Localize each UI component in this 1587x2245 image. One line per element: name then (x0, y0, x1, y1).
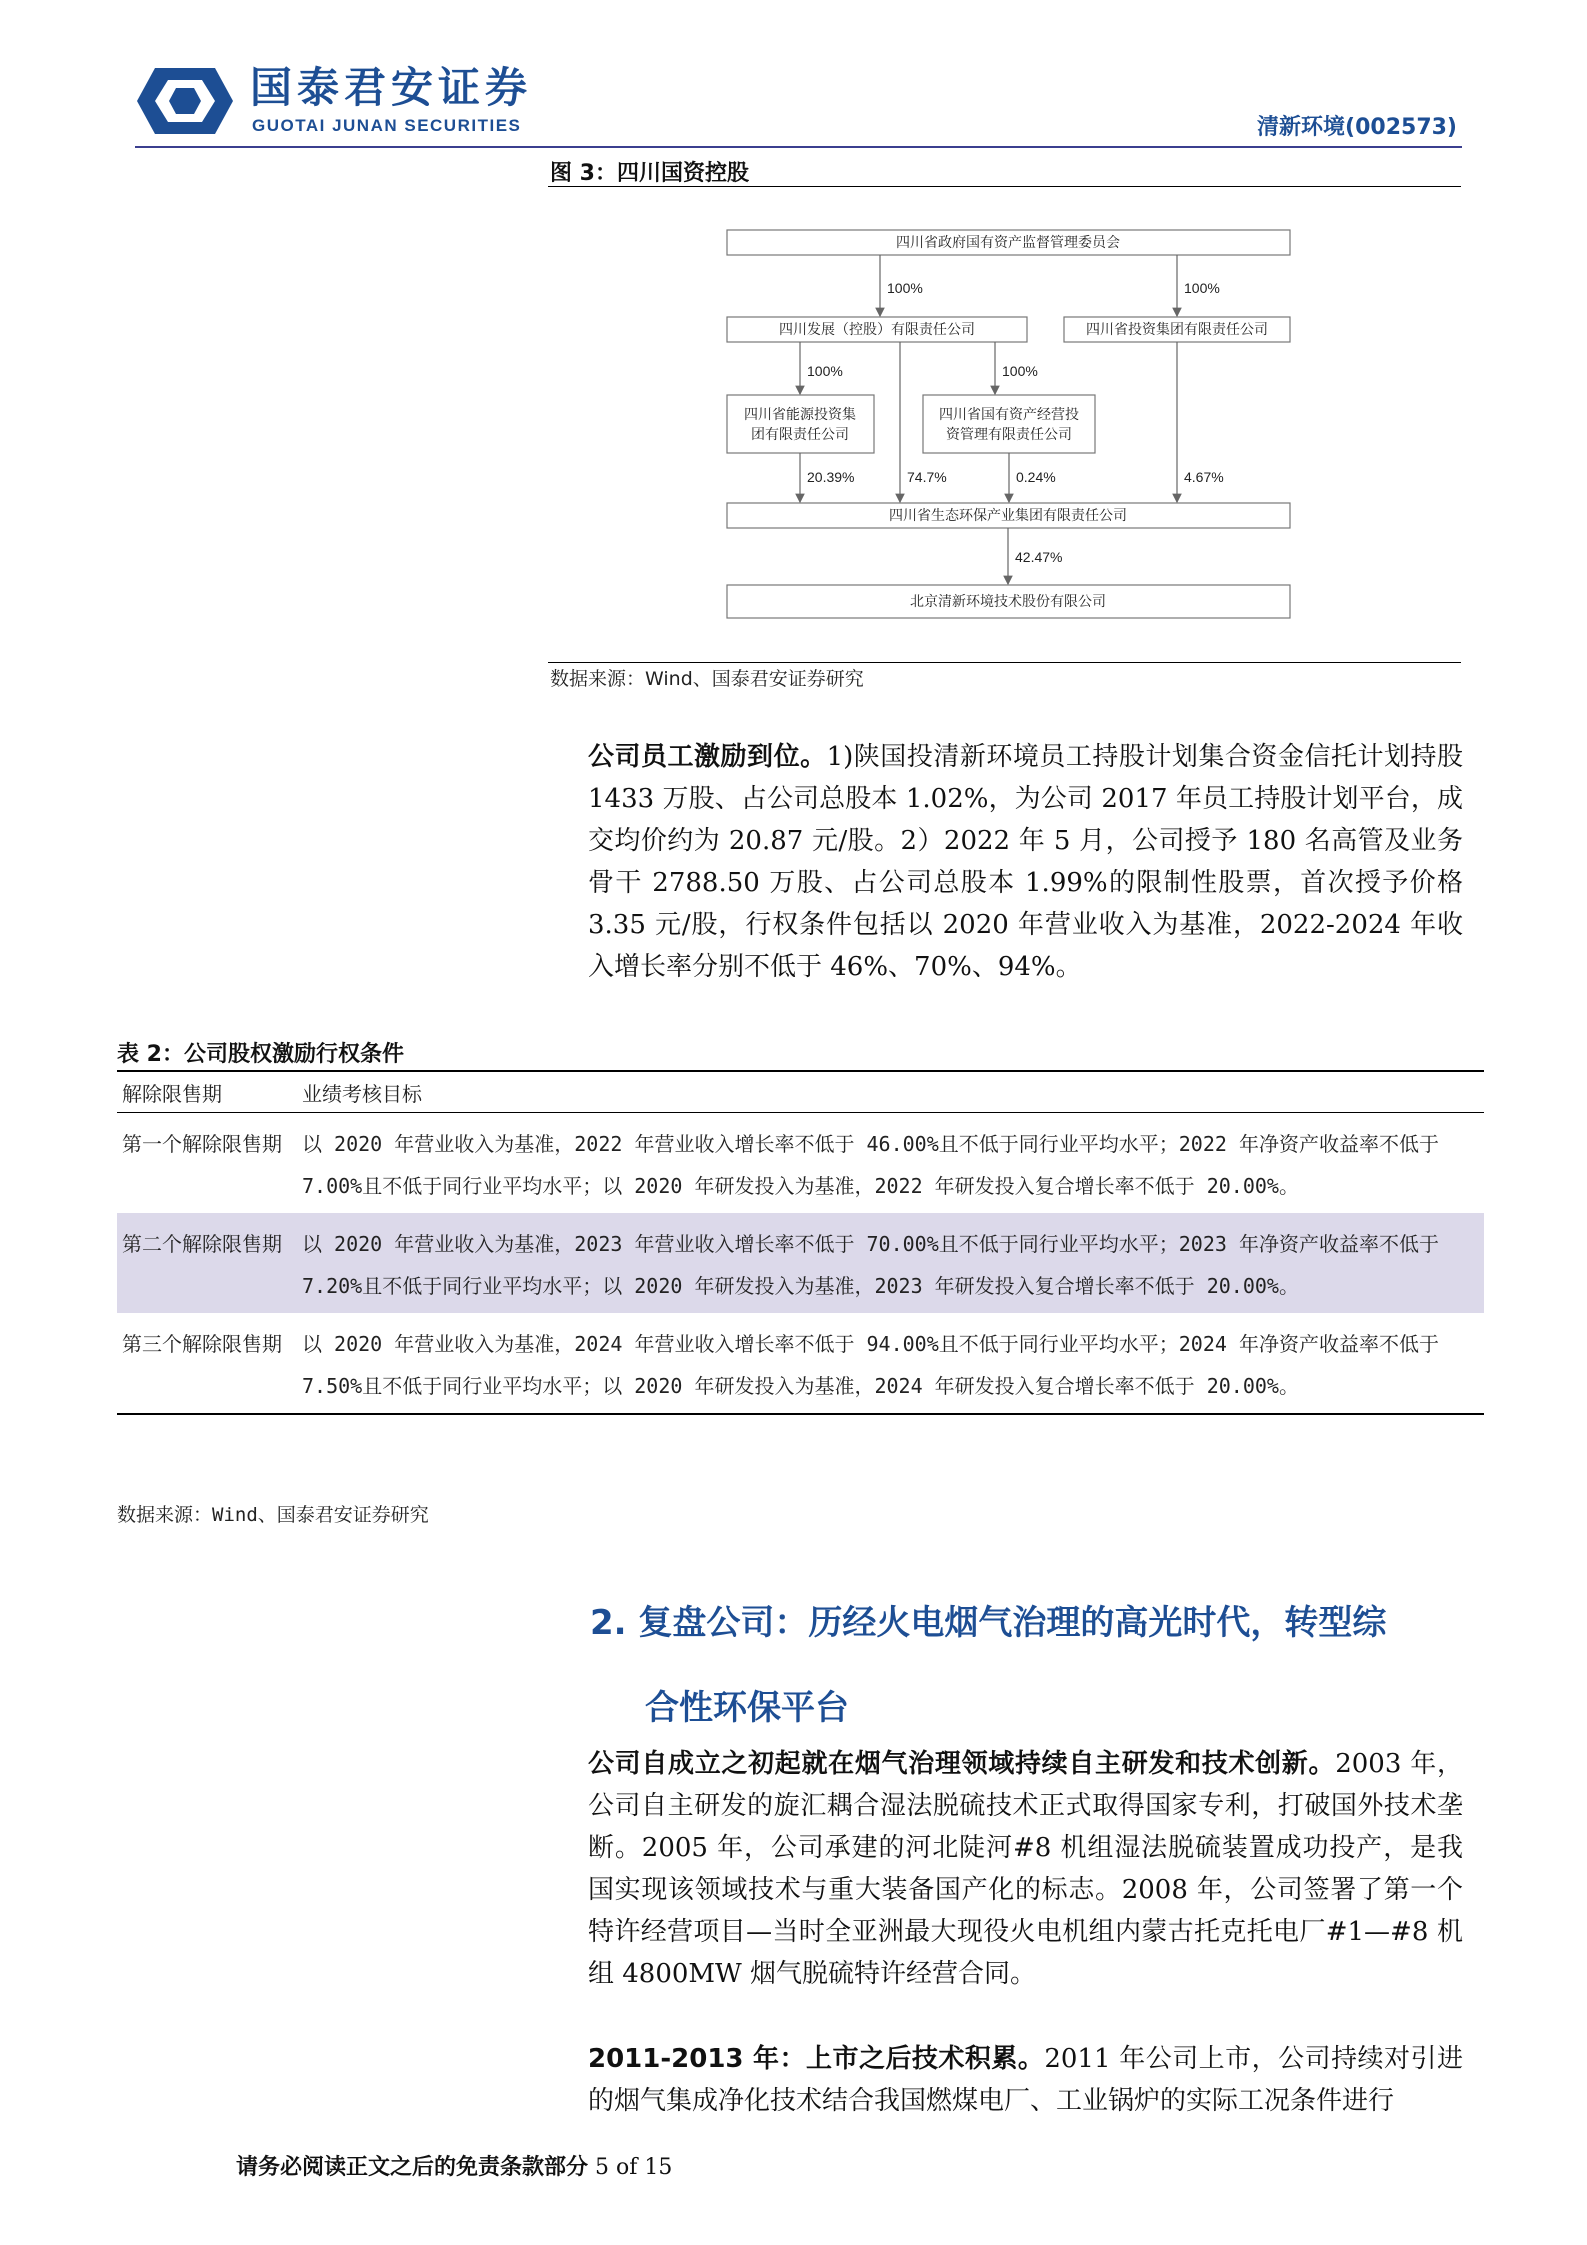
section-heading-line-2: 合性环保平台 (645, 1688, 849, 1728)
node-shengtai-label: 四川省生态环保产业集团有限责任公司 (889, 508, 1127, 524)
node-sasac-label: 四川省政府国有资产监督管理委员会 (896, 235, 1120, 251)
node-nengyuan (727, 395, 874, 453)
paragraph-body: 1)陕国投清新环境员工持股计划集合资金信托计划持股 1433 万股、占公司总股本 1.02%，为公司 2017 年员工持股计划平台，成交均价约为 20.87 元/股。2）2022 年 5 月，公司授予 180 名高管及业务骨干 2788.50 万股、占公司总股本 1.99%的限制性股票，首次授予价格 3.35 元/股，行权条件包括以 2020 年营业收入为基准，2022-2024 年收入增长率分别不低于 46%、70%、94%。 (588, 742, 1463, 982)
node-jingying-label-2: 资管理有限责任公司 (946, 427, 1072, 443)
pct-touzi-shengtai: 4.67% (1184, 469, 1224, 485)
header-rule (135, 146, 1462, 148)
figure-source: 数据来源：Wind、国泰君安证券研究 (550, 668, 864, 690)
ownership-diagram (720, 220, 1300, 640)
paragraph-2011-2013 (588, 2038, 1463, 2122)
table-cell-target: 以 2020 年营业收入为基准，2022 年营业收入增长率不低于 46.00%且不低于同行业平均水平；2022 年净资产收益率不低于 7.00%且不低于同行业平均水平；以 2020 年研发投入为基准，2022 年研发投入复合增长率不低于 20.00%。 (302, 1132, 1439, 1198)
table-cell-period: 第三个解除限售期 (117, 1313, 297, 1414)
pct-jingying-shengtai: 0.24% (1016, 469, 1056, 485)
table-header-period: 解除限售期 (117, 1071, 297, 1113)
table-cell-target: 以 2020 年营业收入为基准，2024 年营业收入增长率不低于 94.00%且不低于同行业平均水平；2024 年净资产收益率不低于 7.50%且不低于同行业平均水平；以 2020 年研发投入为基准，2024 年研发投入复合增长率不低于 20.00%。 (297, 1313, 1484, 1414)
pct-fazhan-nengyuan: 100% (807, 363, 843, 379)
node-qingxin-label: 北京清新环境技术股份有限公司 (910, 594, 1106, 610)
paragraph-employee-incentive (588, 736, 1463, 988)
pct-nengyuan-shengtai: 20.39% (807, 469, 855, 485)
node-nengyuan-label-1: 四川省能源投资集 (744, 407, 856, 423)
node-fazhan-label: 四川发展（控股）有限责任公司 (779, 322, 975, 338)
node-jingying (923, 395, 1095, 453)
pct-sasac-touzi: 100% (1184, 280, 1220, 296)
table-header-row (117, 1071, 1484, 1113)
page-number: 5 of 15 (595, 2155, 673, 2180)
pct-shengtai-qingxin: 42.47% (1015, 549, 1063, 565)
table-cell-period: 第一个解除限售期 (122, 1132, 282, 1156)
node-touzi-label: 四川省投资集团有限责任公司 (1086, 322, 1268, 338)
figure-top-rule (548, 186, 1461, 187)
logo-icon (135, 66, 235, 136)
paragraph-lead: 公司自成立之初起就在烟气治理领域持续自主研发和技术创新。 (588, 1749, 1336, 1779)
node-nengyuan-label-2: 团有限责任公司 (751, 427, 849, 443)
table-row (117, 1113, 1484, 1214)
table-cell-period: 第二个解除限售期 (117, 1213, 297, 1313)
section-heading-line-1: 2. 复盘公司：历经火电烟气治理的高光时代，转型综 (590, 1603, 1387, 1643)
paragraph-body: 2011 年公司上市，公司持续对引进的烟气集成净化技术结合我国燃煤电厂、工业锅炉的实际工况条件进行 (588, 2044, 1463, 2116)
logo-text-en: GUOTAI JUNAN SECURITIES (252, 116, 522, 135)
table-title: 表 2：公司股权激励行权条件 (117, 1042, 404, 1067)
paragraph-body: 2003 年，公司自主研发的旋汇耦合湿法脱硫技术正式取得国家专利，打破国外技术垄断。2005 年，公司承建的河北陡河#8 机组湿法脱硫装置成功投产，是我国实现该领域技术与重大装备国产化的标志。2008 年，公司签署了第一个特许经营项目—当时全亚洲最大现役火电机组内蒙古托克托电厂#1—#8 机组 4800MW 烟气脱硫特许经营合同。 (588, 1749, 1463, 1989)
company-code: 清新环境(002573) (1257, 115, 1457, 140)
table-cell-target: 以 2020 年营业收入为基准，2023 年营业收入增长率不低于 70.00%且不低于同行业平均水平；2023 年净资产收益率不低于 7.20%且不低于同行业平均水平；以 2020 年研发投入为基准，2023 年研发投入复合增长率不低于 20.00%。 (297, 1213, 1484, 1313)
table-source: 数据来源：Wind、国泰君安证券研究 (117, 1504, 429, 1526)
pct-sasac-fazhan: 100% (887, 280, 923, 296)
node-jingying-label-1: 四川省国有资产经营投 (939, 407, 1079, 423)
table-row (117, 1313, 1484, 1414)
incentive-table (117, 1070, 1484, 1415)
table-row (117, 1213, 1484, 1313)
table-header-target: 业绩考核目标 (297, 1071, 1484, 1113)
figure-bottom-rule (548, 662, 1461, 663)
paragraph-lead: 公司员工激励到位。 (588, 742, 827, 772)
footer-disclaimer: 请务必阅读正文之后的免责条款部分 (236, 2155, 589, 2180)
pct-fazhan-shengtai: 74.7% (907, 469, 947, 485)
figure-title: 图 3：四川国资控股 (550, 161, 749, 186)
logo-text-cn: 国泰君安证券 (250, 63, 533, 112)
pct-fazhan-jingying: 100% (1002, 363, 1038, 379)
page-footer (236, 2150, 672, 2181)
paragraph-lead: 2011-2013 年：上市之后技术积累。 (588, 2044, 1045, 2074)
paragraph-history (588, 1743, 1463, 1995)
